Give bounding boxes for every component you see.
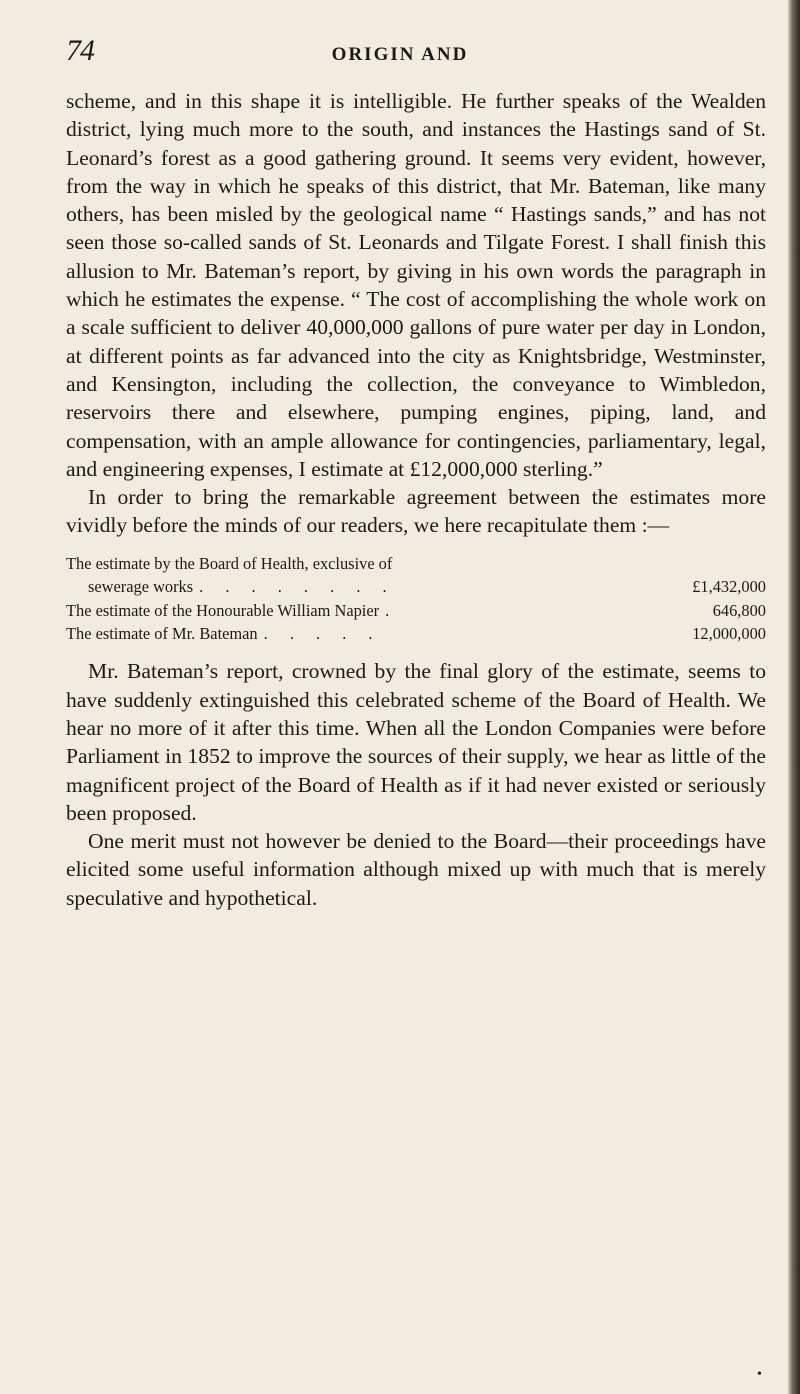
dot-leader: . (385, 600, 399, 620)
estimate-row-napier (66, 599, 766, 622)
estimate-amount: 12,000,000 (692, 623, 766, 643)
dot-leader: . . . . . . . . (199, 577, 396, 597)
paragraph-1: scheme, and in this shape it is intelligible. He further speaks of the Wealden district, lying much more to the south, and instances the Hastings sand of St. Leonard’s forest as a good gathering ground. It seems very evident, however, from the way in which he speaks of this district, that Mr. Bateman, like many others, has been misled by the geological name “ Hastings sands,” and has not seen those so-called sands of St. Leonards and Tilgate Forest. I shall finish this allusion to Mr. Bateman’s report, by giving in his own words the paragraph in which he estimates the expense. “ The cost of accomplishing the whole work on a scale sufficient to deliver 40,000,000 gallons of pure water per day in London, at different points as far advanced into the city as Knightsbridge, Westminster, and Kensington, including the collection, the conveyance to Wimbledon, reservoirs there and elsewhere, pumping engines, piping, land, and compensation, with an ample allowance for contingencies, parliamentary, legal, and engineering expenses, I estimate at £12,000,000 sterling.” (66, 89, 766, 481)
estimate-label: The estimate of the Honourable William Napier (66, 600, 380, 620)
estimate-row-board-of-health-label: The estimate by the Board of Health, exclusive of (66, 553, 393, 573)
estimate-row-board-of-health (66, 575, 766, 598)
page-number: 74 (66, 34, 94, 67)
dot-leader: . . . . . (263, 623, 382, 643)
paragraph-3: Mr. Bateman’s report, crowned by the final glory of the estimate, seems to have suddenly extinguished this celebrated scheme of the Board of Health. We hear no more of it after this time. When all the London Companies were before Parliament in 1852 to improve the sources of their supply, we hear as little of the magnificent project of the Board of Health as if it had never existed or seriously been proposed. (66, 659, 766, 825)
estimates-table (66, 552, 766, 646)
body-text (66, 87, 766, 912)
paragraph-4: One merit must not however be denied to the Board—their proceedings have elicited some useful information although mixed up with much that is merely speculative and hypothetical. (66, 829, 766, 910)
estimate-label: The estimate of Mr. Bateman (66, 623, 258, 643)
page-edge-shadow (788, 0, 800, 1394)
paragraph-2: In order to bring the remarkable agreement between the estimates more vividly before the minds of our readers, we here recapitulate them :— (66, 485, 766, 538)
estimate-amount: 646,800 (712, 600, 766, 620)
running-head: ORIGIN AND (331, 44, 469, 65)
footer-mark: • (757, 1367, 762, 1382)
estimate-amount: £1,432,000 (692, 577, 766, 597)
estimate-label: sewerage works (88, 577, 194, 597)
estimate-row-bateman (66, 622, 766, 645)
